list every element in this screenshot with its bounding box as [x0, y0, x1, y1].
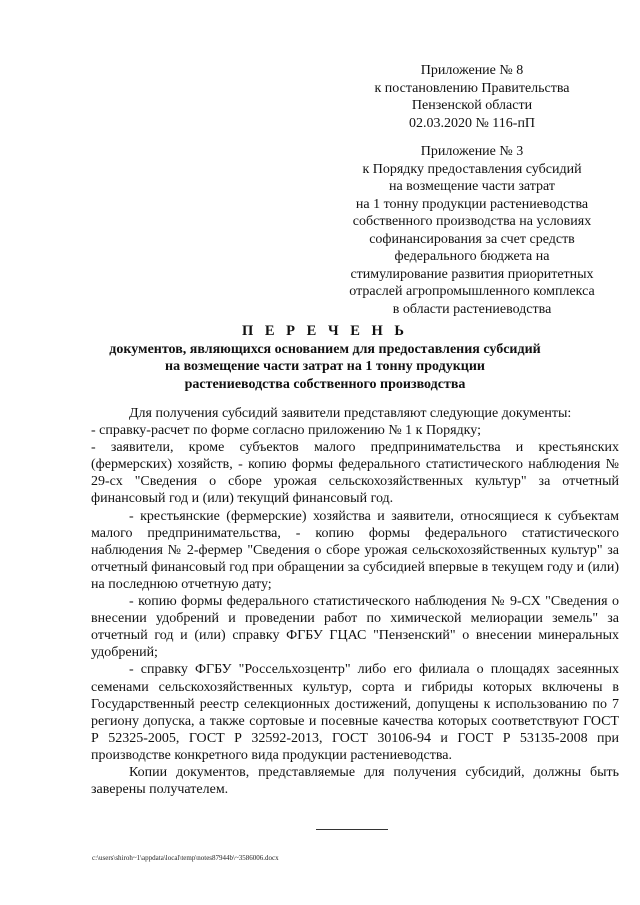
document-title	[60, 323, 590, 393]
title-heading: П Е Р Е Ч Е Н Ь	[241, 323, 409, 339]
body-list-item: - крестьянские (фермерские) хозяйства и заявители, относящиеся к субъектам малого предпринимательства, - копию формы федерального статистического наблюдения № 2-фермер "Сведения о сборе урожая сельскохозяйственных культур" за отчетный финансовый год при обращении за субсидией впервые в текущем году и (или) на последнюю отчетную дату;	[91, 508, 619, 592]
appendix-3-line: стимулирование развития приоритетных	[350, 266, 594, 282]
appendix-3-line: федерального бюджета на	[394, 249, 550, 264]
title-line: на возмещение части затрат на 1 тонну продукции	[165, 359, 485, 374]
document-body	[91, 405, 619, 798]
appendix-8-block	[307, 62, 637, 132]
body-list-item: - справку ФГБУ "Россельхозцентр" либо его филиала о площадях засеянных семенами сельскохозяйственных культур, сорта и гибриды которых включены в Государственный реестр селекционных достижений, допущены к использованию по 7 региону допуска, а также сортовые и посевные качества которых соответствуют ГОСТ Р 52325-2005, ГОСТ Р 32592-2013, ГОСТ 30106-94 и ГОСТ Р 53135-2008 при производстве конкретного вида продукции растениеводства.	[91, 662, 619, 763]
appendix-3-line: в области растениеводства	[392, 301, 552, 317]
appendix-3-line: на возмещение части затрат	[388, 179, 556, 194]
signature-divider	[316, 829, 388, 830]
appendix-8-line: Пензенской области	[411, 98, 533, 113]
appendix-3-line: на 1 тонну продукции растениеводства	[355, 196, 589, 212]
title-line: документов, являющихся основанием для предоставления субсидий	[109, 341, 541, 357]
body-list-item: - заявители, кроме субъектов малого предпринимательства и крестьянских (фермерских) хозяйств, - копию формы федерального статистического наблюдения № 29-сх "Сведения о сборе урожая сельскохозяйственных культур" за отчетный финансовый год и (или) текущий финансовый год.	[91, 440, 619, 507]
appendix-8-date-line: 02.03.2020 № 116-пП	[408, 115, 536, 131]
appendix-3-line: отраслей агропромышленного комплекса	[349, 284, 595, 299]
appendix-3-block	[307, 143, 637, 318]
body-list-item: - справку-расчет по форме согласно приложению № 1 к Порядку;	[91, 423, 481, 439]
title-line: растениеводства собственного производства	[184, 376, 466, 392]
body-paragraph-intro: Для получения субсидий заявители представляют следующие документы:	[129, 406, 572, 421]
appendix-8-line: Приложение № 8	[420, 63, 524, 78]
appendix-3-line: к Порядку предоставления субсидий	[362, 161, 582, 177]
appendix-3-line: софинансирования за счет средств	[369, 231, 575, 247]
body-paragraph-closing: Копии документов, представляемые для получения субсидий, должны быть заверены получателем.	[91, 764, 619, 798]
appendix-3-line: Приложение № 3	[420, 144, 524, 159]
footer-file-path: c:\users\shiroh~1\appdata\local\temp\notes87944b\~3586006.docx	[92, 854, 279, 862]
body-list-item: - копию формы федерального статистического наблюдения № 9-СХ "Сведения о внесении удобрений и проведении работ по химической мелиорации земель" за отчетный год и (или) справку ФГБУ ГЦАС "Пензенский" о внесении минеральных удобрений;	[91, 594, 619, 661]
appendix-8-line: к постановлению Правительства	[374, 80, 570, 96]
appendix-3-line: собственного производства на условиях	[352, 214, 592, 229]
